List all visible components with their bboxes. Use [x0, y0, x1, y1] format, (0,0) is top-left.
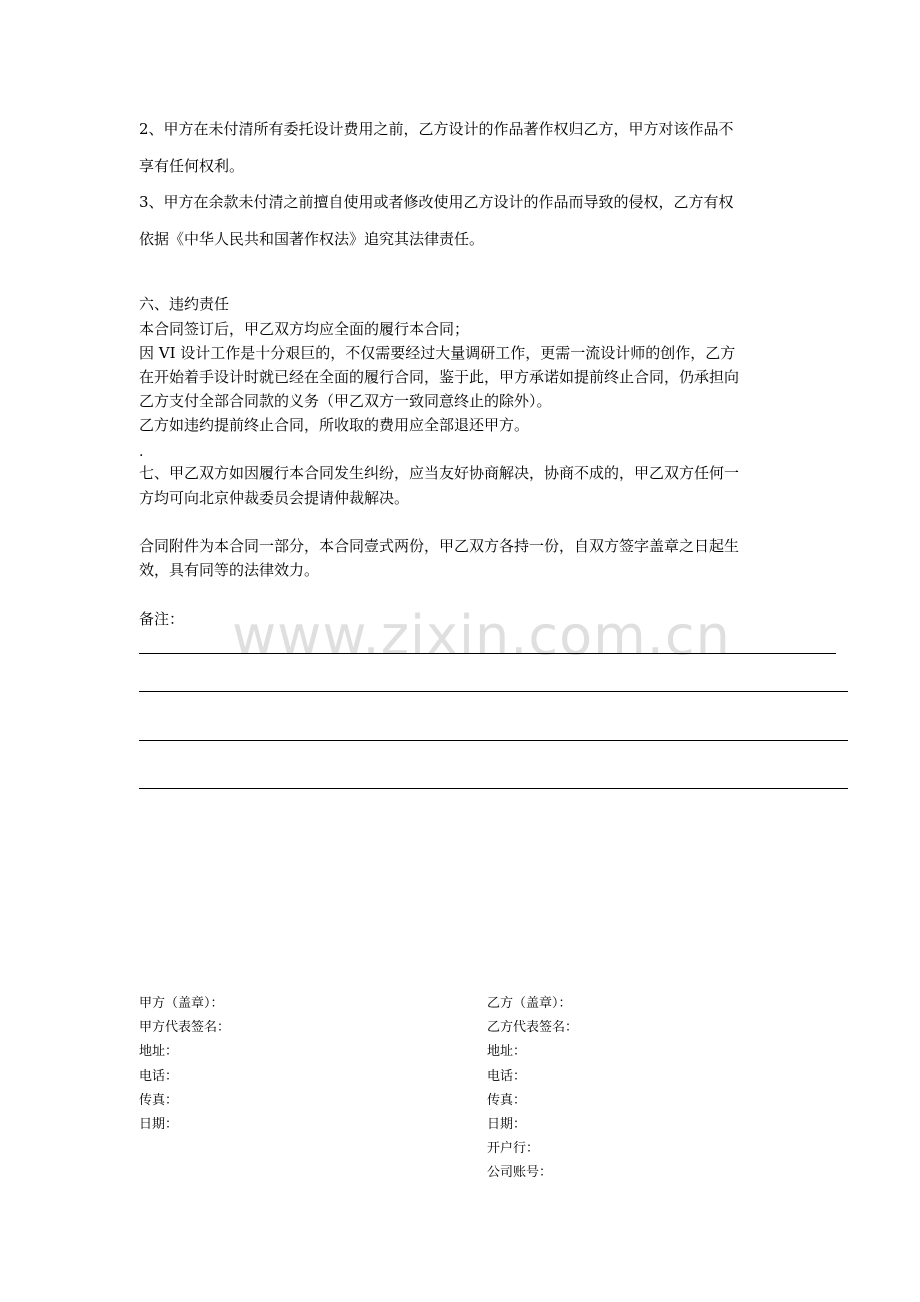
section-6-line-5: 乙方如违约提前终止合同，所收取的费用应全部退还甲方。: [139, 416, 530, 434]
section-7-line-2: 方均可向北京仲裁委员会提请仲裁解决。: [139, 489, 410, 507]
remarks-line-3: [139, 740, 848, 741]
party-b-bank-label: 开户行：: [487, 1141, 540, 1157]
party-a-fax-label: 传真：: [139, 1092, 179, 1108]
section-6-line-2: 因 VI 设计工作是十分艰巨的，不仅需要经过大量调研工作，更需一流设计师的创作，乙方: [139, 344, 736, 362]
remarks-line-1: [139, 653, 836, 654]
section-6-line-3: 在开始着手设计时就已经在全面的履行合同，鉴于此，甲方承诺如提前终止合同，仍承担向: [139, 368, 740, 386]
clause-5-item-2-line-1: 2、甲方在未付清所有委托设计费用之前，乙方设计的作品著作权归乙方，甲方对该作品不: [139, 120, 734, 138]
party-b-date-label: 日期：: [487, 1116, 527, 1132]
party-a-phone-label: 电话：: [139, 1068, 179, 1084]
stray-dot: .: [139, 444, 144, 460]
clause-5-item-2-line-2: 享有任何权利。: [139, 157, 245, 175]
clause-5-item-3-line-2: 依据《中华人民共和国著作权法》追究其法律责任。: [139, 230, 485, 248]
section-6-line-4: 乙方支付全部合同款的义务（甲乙双方一致同意终止的除外）。: [139, 392, 552, 410]
attachment-line-1: 合同附件为本合同一部分，本合同壹式两份，甲乙双方各持一份，自双方签字盖章之日起生: [139, 537, 740, 555]
party-b-address-label: 地址：: [487, 1044, 527, 1060]
party-a-rep-label: 甲方代表签名：: [139, 1020, 231, 1036]
party-a-seal-label: 甲方（盖章）：: [139, 996, 224, 1011]
clause-5-item-3-line-1: 3、甲方在余款未付清之前擅自使用或者修改使用乙方设计的作品而导致的侵权，乙方有权: [139, 193, 734, 211]
party-b-fax-label: 传真：: [487, 1092, 527, 1108]
section-6-heading: 六、违约责任: [139, 295, 230, 313]
party-b-seal-label: 乙方（盖章）：: [487, 996, 572, 1011]
party-a-address-label: 地址：: [139, 1044, 179, 1060]
section-6-line-1: 本合同签订后，甲乙双方均应全面的履行本合同；: [139, 320, 470, 338]
party-b-account-label: 公司账号：: [487, 1165, 553, 1181]
party-b-signature-block: [487, 992, 578, 1186]
party-a-signature-block: [139, 992, 230, 1137]
section-7-line-1: 七、甲乙双方如因履行本合同发生纠纷，应当友好协商解决，协商不成的，甲乙双方任何一: [139, 464, 740, 482]
party-b-rep-label: 乙方代表签名：: [487, 1020, 579, 1036]
remarks-line-2: [139, 691, 848, 692]
watermark-text: www.zixin.com.cn: [232, 604, 731, 667]
remarks-line-4: [139, 788, 848, 789]
party-b-phone-label: 电话：: [487, 1068, 527, 1084]
attachment-line-2: 效，具有同等的法律效力。: [139, 561, 320, 579]
remarks-label: 备注：: [139, 610, 185, 628]
party-a-date-label: 日期：: [139, 1116, 179, 1132]
